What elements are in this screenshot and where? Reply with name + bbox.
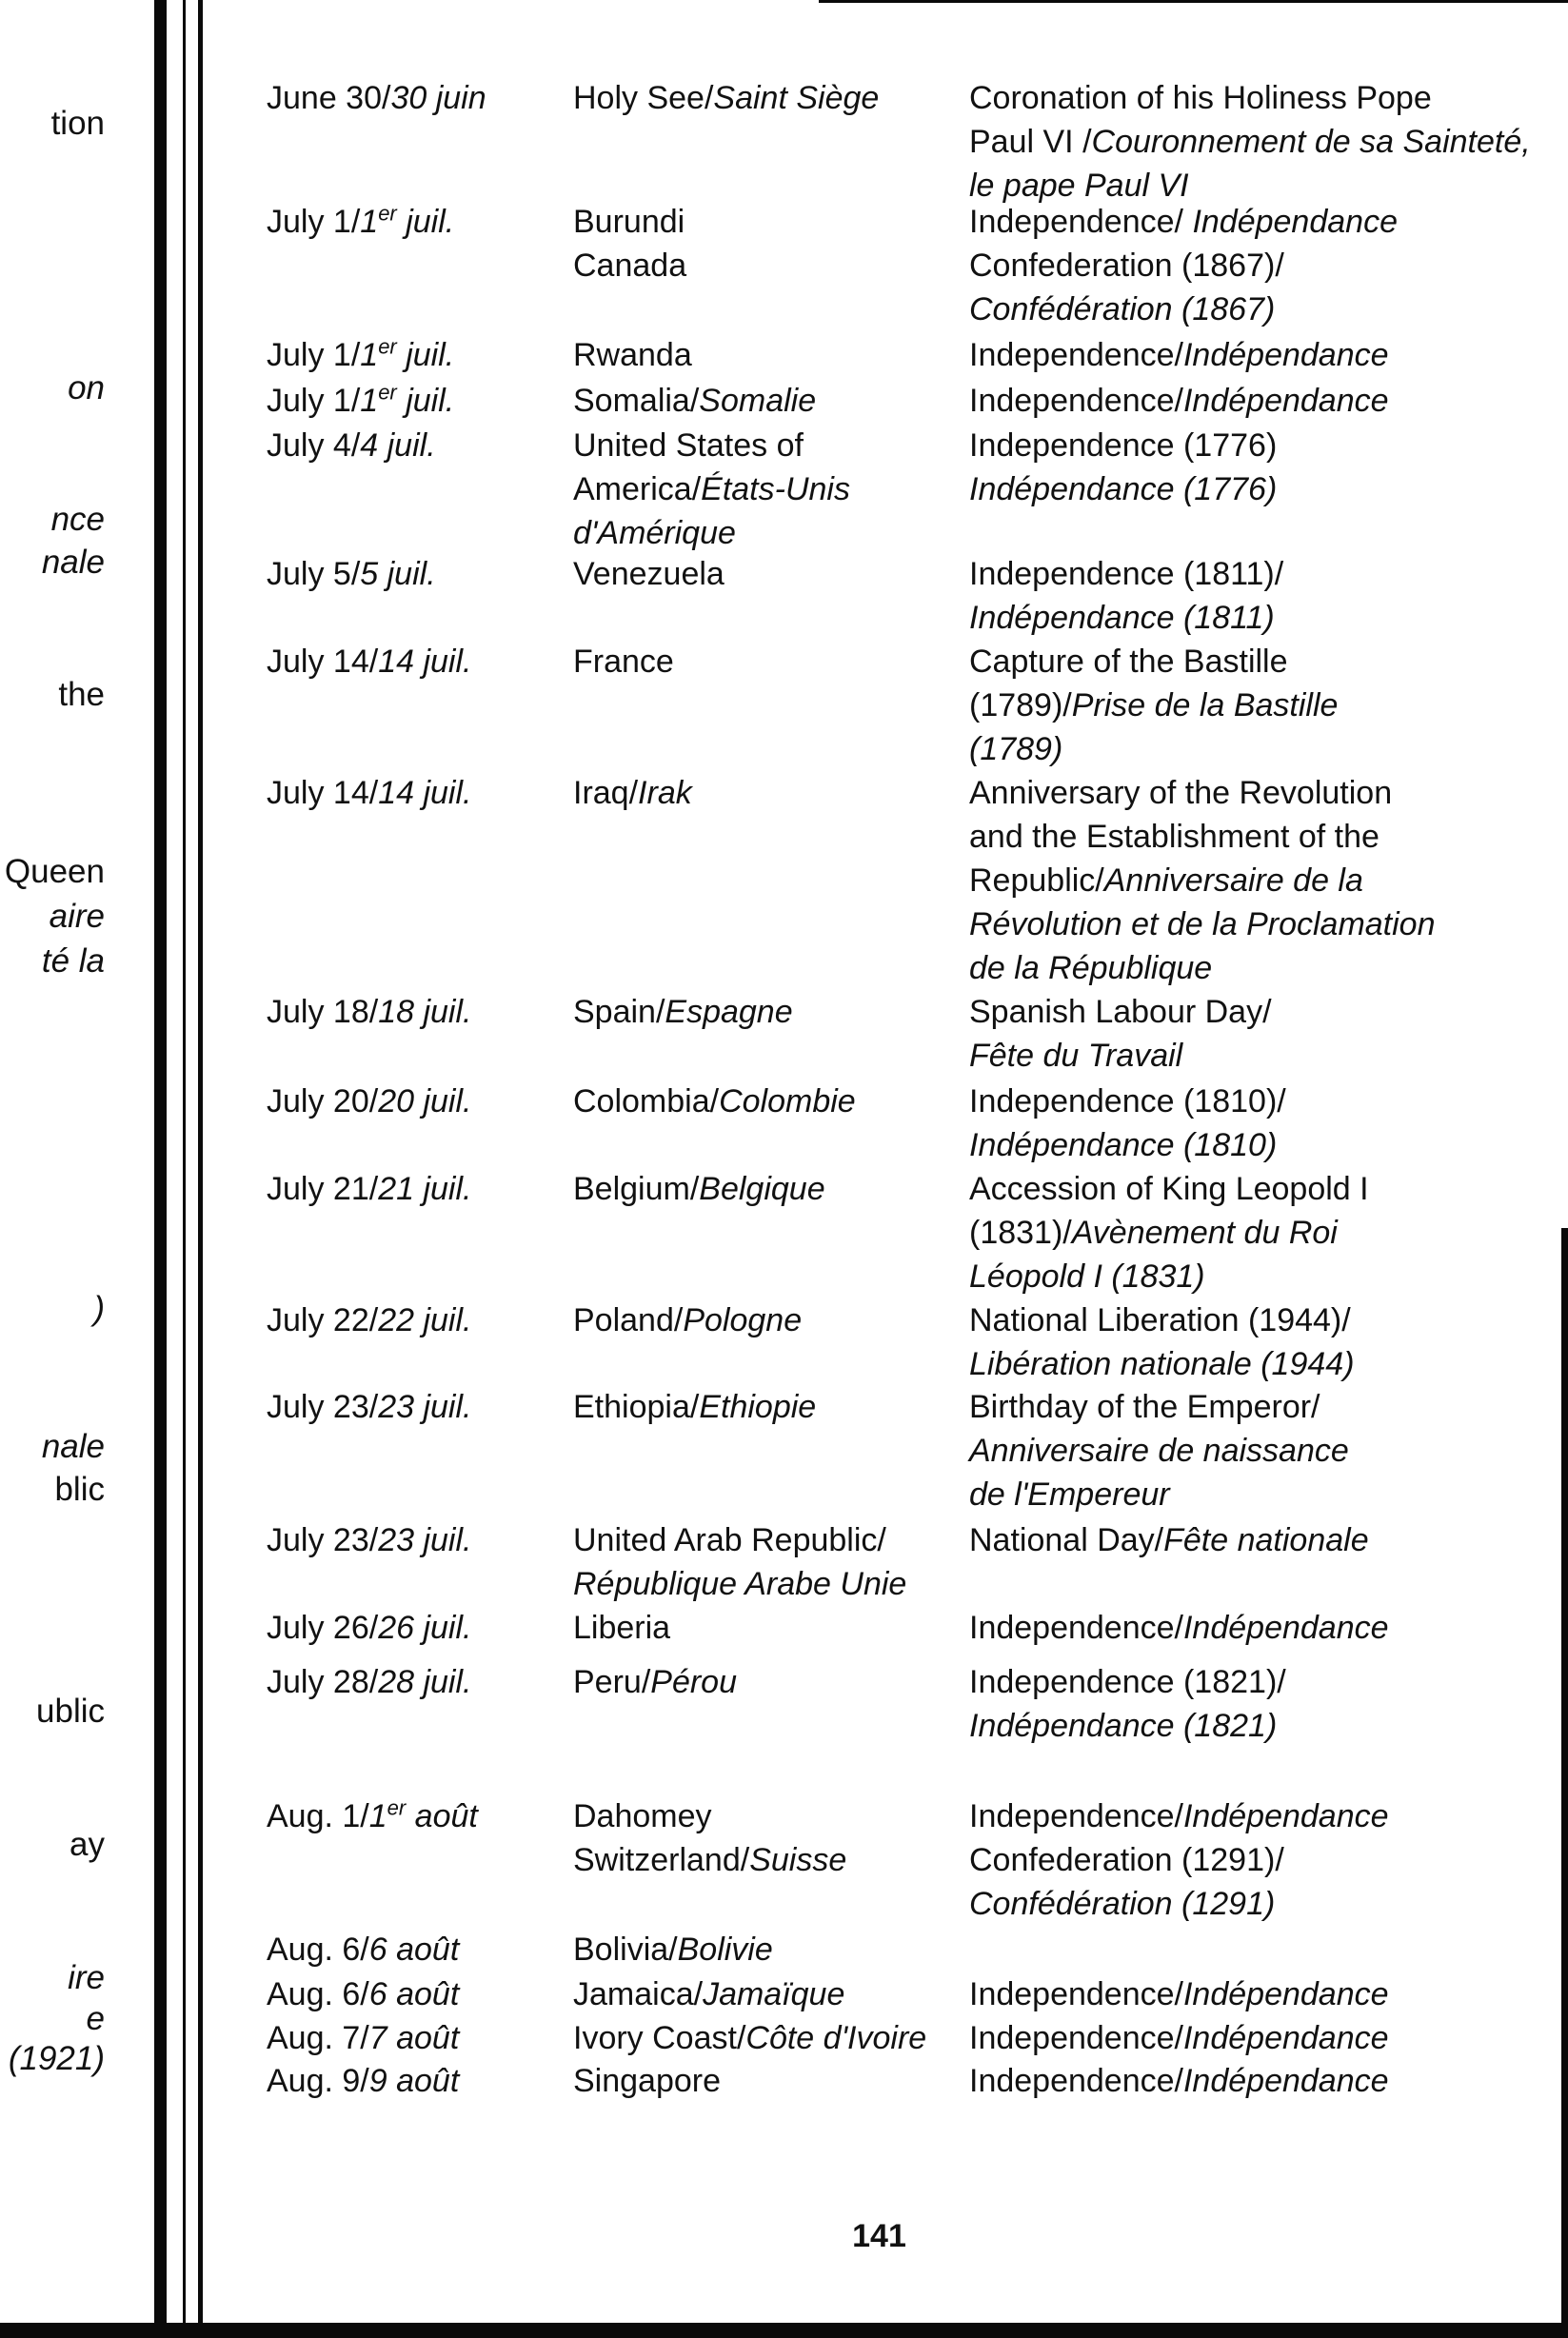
date-fr: 5 juil. — [360, 556, 436, 592]
country-cell — [573, 1167, 973, 1211]
text-run: Colombia/ — [573, 1083, 720, 1119]
text-run: Confédération (1291) — [969, 1886, 1276, 1922]
text-run: Independence (1811)/ — [969, 556, 1284, 592]
text-line — [969, 1211, 1559, 1255]
text-line — [969, 1255, 1559, 1298]
text-line — [969, 287, 1559, 331]
country-cell — [573, 2059, 973, 2103]
text-line — [969, 815, 1559, 859]
left-edge-fragment: Queen — [4, 853, 105, 890]
date-cell — [267, 640, 562, 684]
text-run: National Day/ — [969, 1522, 1164, 1558]
date-cell — [267, 1660, 562, 1704]
text-run: de la République — [969, 950, 1213, 986]
date-fr-month: juil. — [396, 337, 455, 373]
text-line — [573, 379, 973, 423]
text-run: Ethiopie — [699, 1389, 817, 1425]
text-run: Anniversaire de naissance — [969, 1433, 1349, 1469]
country-cell — [573, 771, 973, 815]
event-cell — [969, 1298, 1559, 1386]
text-run: Indépendance — [1182, 2020, 1389, 2056]
text-run: Liberia — [573, 1610, 671, 1646]
text-run: Libération nationale (1944) — [969, 1346, 1355, 1382]
text-line — [969, 244, 1559, 287]
date-fr — [368, 1795, 478, 1834]
event-cell — [969, 424, 1559, 511]
text-run: Republic/ — [969, 862, 1104, 899]
text-line — [969, 1123, 1559, 1167]
left-edge-fragment: on — [68, 369, 105, 406]
text-line — [969, 1167, 1559, 1211]
date-cell — [267, 333, 562, 377]
date-fr-month: juil. — [396, 383, 455, 419]
date-cell — [267, 990, 562, 1034]
text-run: and the Establishment of the — [969, 819, 1379, 855]
date-en: Aug. 6/ — [267, 1932, 369, 1968]
country-cell — [573, 1518, 973, 1606]
country-cell — [573, 1794, 973, 1882]
text-run: Holy See/ — [573, 80, 714, 116]
date-fr: 26 juil. — [378, 1610, 472, 1646]
text-line — [969, 1298, 1559, 1342]
text-line — [969, 1034, 1559, 1078]
left-edge-fragment: aire — [49, 898, 105, 935]
date-fr: 28 juil. — [378, 1664, 472, 1700]
event-cell — [969, 1080, 1559, 1167]
text-run: Colombie — [719, 1083, 856, 1119]
text-run: Spanish Labour Day/ — [969, 994, 1272, 1030]
text-line — [969, 1518, 1559, 1562]
date-en: July 14/ — [267, 775, 379, 811]
text-line — [969, 552, 1559, 596]
text-run: Singapore — [573, 2063, 722, 2099]
event-cell — [969, 1794, 1559, 1926]
text-line — [969, 1429, 1559, 1473]
text-run: Independence (1810)/ — [969, 1083, 1286, 1119]
date-en: July 5/ — [267, 556, 361, 592]
country-cell — [573, 379, 973, 423]
date-en: July 1/ — [267, 337, 361, 373]
text-run: Independence (1776) — [969, 427, 1278, 464]
text-run: National Liberation (1944)/ — [969, 1302, 1351, 1338]
country-cell — [573, 333, 973, 377]
text-run: Capture of the Bastille — [969, 644, 1288, 680]
text-run: Independence/ — [969, 204, 1193, 240]
date-fr: 23 juil. — [378, 1522, 472, 1558]
text-run: Ivory Coast/ — [573, 2020, 746, 2056]
country-cell — [573, 424, 973, 555]
date-cell — [267, 200, 562, 244]
text-run: Jamaïque — [703, 1976, 845, 2012]
text-line — [969, 596, 1559, 640]
text-run: Paul VI / — [969, 124, 1092, 160]
text-line — [969, 76, 1559, 120]
text-run: Rwanda — [573, 337, 692, 373]
date-fr: 14 juil. — [378, 775, 472, 811]
event-cell — [969, 2016, 1559, 2060]
text-run: Poland/ — [573, 1302, 684, 1338]
text-run: France — [573, 644, 674, 680]
text-run: Indépendance — [1182, 1976, 1389, 2012]
event-cell — [969, 1972, 1559, 2016]
text-line — [969, 771, 1559, 815]
date-fr: 14 juil. — [378, 644, 472, 680]
text-line — [573, 424, 973, 467]
page-number: 141 — [852, 2218, 906, 2254]
event-cell — [969, 2059, 1559, 2103]
text-run: Fête nationale — [1163, 1522, 1369, 1558]
text-run: Indépendance — [1182, 1798, 1389, 1834]
text-line — [573, 2059, 973, 2103]
text-run: République Arabe Unie — [573, 1566, 907, 1602]
country-cell — [573, 1298, 973, 1342]
date-en: July 22/ — [267, 1302, 379, 1338]
text-run: Indépendance — [1182, 1610, 1389, 1646]
date-fr: 23 juil. — [378, 1389, 472, 1425]
text-line — [969, 424, 1559, 467]
text-run: Canada — [573, 248, 687, 284]
text-line — [573, 990, 973, 1034]
date-en: July 28/ — [267, 1664, 379, 1700]
text-line — [573, 552, 973, 596]
text-run: Iraq/ — [573, 775, 639, 811]
date-fr: 22 juil. — [378, 1302, 472, 1338]
text-line — [573, 1080, 973, 1123]
text-run: Indépendance — [1182, 2063, 1389, 2099]
text-run: Confédération (1867) — [969, 291, 1276, 327]
date-cell — [267, 1928, 562, 1971]
text-line — [573, 1385, 973, 1429]
text-line — [573, 333, 973, 377]
text-run: Indépendance (1821) — [969, 1708, 1278, 1744]
text-line — [969, 120, 1559, 164]
text-run: Birthday of the Emperor/ — [969, 1389, 1320, 1425]
text-run: (1789) — [969, 731, 1063, 767]
date-en: Aug. 9/ — [267, 2063, 369, 2099]
date-fr-superscript: er — [378, 380, 397, 405]
text-run: Switzerland/ — [573, 1842, 750, 1878]
text-line — [573, 1838, 973, 1882]
event-cell — [969, 200, 1559, 331]
date-fr-month: août — [406, 1798, 478, 1834]
text-run: Spain/ — [573, 994, 665, 1030]
text-line — [969, 946, 1559, 990]
text-line — [969, 684, 1559, 727]
text-line — [969, 200, 1559, 244]
text-run: Indépendance — [1182, 383, 1389, 419]
date-cell — [267, 552, 562, 596]
text-run: Irak — [638, 775, 692, 811]
text-run: Peru/ — [573, 1664, 651, 1700]
text-run: Côte d'Ivoire — [745, 2020, 927, 2056]
date-en: July 21/ — [267, 1171, 379, 1207]
text-line — [969, 859, 1559, 902]
text-run: Anniversary of the Revolution — [969, 775, 1393, 811]
text-line — [573, 2016, 973, 2060]
text-line — [969, 467, 1559, 511]
text-line — [573, 511, 973, 555]
text-line — [969, 1882, 1559, 1926]
text-run: Espagne — [665, 994, 793, 1030]
date-en: July 14/ — [267, 644, 379, 680]
date-en: Aug. 7/ — [267, 2020, 369, 2056]
date-cell — [267, 2016, 562, 2060]
event-cell — [969, 379, 1559, 423]
country-cell — [573, 1385, 973, 1429]
text-run: Couronnement de sa Sainteté, — [1091, 124, 1531, 160]
event-cell — [969, 1660, 1559, 1748]
text-run: United States of — [573, 427, 804, 464]
text-line — [573, 244, 973, 287]
text-run: Independence/ — [969, 2020, 1183, 2056]
text-run: Coronation of his Holiness Pope — [969, 80, 1432, 116]
text-line — [969, 902, 1559, 946]
text-line — [969, 640, 1559, 684]
date-en: July 23/ — [267, 1389, 379, 1425]
date-fr-number: 1 — [360, 337, 379, 373]
text-run: Indépendance — [1182, 337, 1389, 373]
date-cell — [267, 2059, 562, 2103]
date-fr: 18 juil. — [378, 994, 472, 1030]
text-line — [969, 1838, 1559, 1882]
text-run: Fête du Travail — [969, 1038, 1183, 1074]
text-run: Jamaica/ — [573, 1976, 704, 2012]
text-run: (1831)/ — [969, 1215, 1072, 1251]
text-run: America/ — [573, 471, 702, 507]
text-run: Indépendance (1811) — [969, 600, 1275, 636]
country-cell — [573, 200, 973, 287]
date-cell — [267, 771, 562, 815]
date-en: June 30/ — [267, 80, 391, 116]
date-fr-number: 1 — [360, 383, 379, 419]
date-en: July 26/ — [267, 1610, 379, 1646]
date-fr — [360, 201, 455, 240]
text-line — [969, 333, 1559, 377]
text-run: (1789)/ — [969, 687, 1072, 723]
text-line — [969, 1080, 1559, 1123]
date-cell — [267, 1794, 562, 1838]
text-run: Bolivie — [677, 1932, 773, 1968]
country-cell — [573, 76, 973, 120]
text-run: Somalie — [699, 383, 817, 419]
date-cell — [267, 1080, 562, 1123]
text-line — [573, 1518, 973, 1562]
text-run: Independence/ — [969, 1798, 1183, 1834]
text-line — [969, 1606, 1559, 1650]
text-line — [573, 467, 973, 511]
text-line — [573, 771, 973, 815]
date-en: July 1/ — [267, 383, 361, 419]
date-en: July 20/ — [267, 1083, 379, 1119]
date-cell — [267, 1298, 562, 1342]
date-cell — [267, 1972, 562, 2016]
event-cell — [969, 1167, 1559, 1298]
text-line — [969, 1794, 1559, 1838]
date-en: Aug. 1/ — [267, 1798, 369, 1834]
left-edge-fragment: nale — [41, 1428, 105, 1465]
country-cell — [573, 1660, 973, 1704]
country-cell — [573, 552, 973, 596]
event-cell — [969, 1518, 1559, 1562]
text-line — [969, 1342, 1559, 1386]
date-fr-month: juil. — [396, 204, 455, 240]
text-line — [573, 1562, 973, 1606]
date-fr: 21 juil. — [378, 1171, 472, 1207]
left-edge-fragment: ay — [69, 1826, 105, 1863]
text-line — [573, 1928, 973, 1971]
event-cell — [969, 333, 1559, 377]
event-cell — [969, 552, 1559, 640]
date-fr — [360, 380, 455, 419]
text-run: Suisse — [749, 1842, 847, 1878]
text-run: Indépendance — [1192, 204, 1398, 240]
event-cell — [969, 1385, 1559, 1516]
text-run: Saint Siège — [713, 80, 880, 116]
text-run: Independence/ — [969, 2063, 1183, 2099]
text-run: Venezuela — [573, 556, 724, 592]
text-line — [573, 640, 973, 684]
text-line — [969, 2059, 1559, 2103]
left-edge-fragment: the — [58, 676, 105, 713]
left-edge-fragment: ublic — [36, 1693, 105, 1730]
date-en: July 23/ — [267, 1522, 379, 1558]
text-line — [573, 1972, 973, 2016]
text-line — [969, 2016, 1559, 2060]
date-en: July 18/ — [267, 994, 379, 1030]
country-cell — [573, 1080, 973, 1123]
date-cell — [267, 1167, 562, 1211]
text-run: Pologne — [683, 1302, 803, 1338]
event-cell — [969, 771, 1559, 990]
text-run: Belgique — [699, 1171, 825, 1207]
country-cell — [573, 2016, 973, 2060]
date-fr — [360, 334, 455, 373]
text-run: Indépendance (1810) — [969, 1127, 1278, 1163]
text-run: Belgium/ — [573, 1171, 700, 1207]
event-cell — [969, 76, 1559, 208]
text-run: Confederation (1291)/ — [969, 1842, 1284, 1878]
text-run: Prise de la Bastille — [1071, 687, 1339, 723]
text-line — [969, 1972, 1559, 2016]
date-cell — [267, 379, 562, 423]
date-cell — [267, 76, 562, 120]
country-cell — [573, 990, 973, 1034]
text-run: Accession of King Leopold I — [969, 1171, 1369, 1207]
date-fr: 30 juin — [390, 80, 486, 116]
text-run: Independence/ — [969, 1976, 1183, 2012]
text-run: Somalia/ — [573, 383, 700, 419]
text-run: Pérou — [650, 1664, 737, 1700]
event-cell — [969, 1606, 1559, 1650]
event-cell — [969, 990, 1559, 1078]
text-line — [573, 76, 973, 120]
text-line — [573, 200, 973, 244]
text-run: Léopold I (1831) — [969, 1258, 1205, 1295]
left-edge-fragment: (1921) — [8, 2040, 105, 2077]
text-line — [573, 1660, 973, 1704]
text-run: Anniversaire de la — [1103, 862, 1363, 899]
text-run: Independence/ — [969, 1610, 1183, 1646]
date-fr: 20 juil. — [378, 1083, 472, 1119]
text-run: Independence/ — [969, 383, 1183, 419]
country-cell — [573, 1928, 973, 1971]
date-fr: 9 août — [368, 2063, 460, 2099]
text-run: Avènement du Roi — [1071, 1215, 1338, 1251]
text-line — [573, 1167, 973, 1211]
country-cell — [573, 1972, 973, 2016]
text-line — [573, 1298, 973, 1342]
date-fr-number: 1 — [368, 1798, 387, 1834]
text-line — [573, 1606, 973, 1650]
date-cell — [267, 424, 562, 467]
country-cell — [573, 640, 973, 684]
date-fr: 6 août — [368, 1932, 460, 1968]
text-line — [969, 1385, 1559, 1429]
left-edge-fragment: nale — [41, 544, 105, 581]
date-fr: 4 juil. — [360, 427, 436, 464]
left-edge-fragment: blic — [54, 1471, 105, 1508]
text-run: Bolivia/ — [573, 1932, 678, 1968]
text-run: Indépendance (1776) — [969, 471, 1278, 507]
left-edge-fragment: ) — [93, 1290, 105, 1327]
left-edge-fragment: tion — [50, 105, 105, 142]
text-line — [969, 1473, 1559, 1516]
text-line — [573, 1794, 973, 1838]
text-run: Confederation (1867)/ — [969, 248, 1284, 284]
date-fr-superscript: er — [387, 1795, 407, 1820]
text-line — [969, 1704, 1559, 1748]
left-edge-fragment: té la — [41, 942, 105, 980]
text-run: Dahomey — [573, 1798, 712, 1834]
date-en: Aug. 6/ — [267, 1976, 369, 2012]
date-cell — [267, 1606, 562, 1650]
text-run: d'Amérique — [573, 515, 736, 551]
event-cell — [969, 640, 1559, 771]
text-line — [969, 727, 1559, 771]
text-run: États-Unis — [701, 471, 850, 507]
left-edge-fragment: e — [86, 2000, 105, 2037]
text-line — [969, 379, 1559, 423]
text-run: Independence (1821)/ — [969, 1664, 1286, 1700]
date-fr-superscript: er — [378, 201, 397, 226]
text-run: Ethiopia/ — [573, 1389, 700, 1425]
date-en: July 1/ — [267, 204, 361, 240]
date-cell — [267, 1385, 562, 1429]
date-fr-superscript: er — [378, 334, 397, 359]
text-run: Independence/ — [969, 337, 1183, 373]
text-line — [969, 1660, 1559, 1704]
date-cell — [267, 1518, 562, 1562]
text-run: de l'Empereur — [969, 1476, 1170, 1513]
date-fr: 6 août — [368, 1976, 460, 2012]
date-en: July 4/ — [267, 427, 361, 464]
date-fr: 7 août — [368, 2020, 460, 2056]
text-run: Burundi — [573, 204, 685, 240]
date-fr-number: 1 — [360, 204, 379, 240]
text-run: United Arab Republic/ — [573, 1522, 886, 1558]
text-run: le pape Paul VI — [969, 168, 1189, 204]
left-edge-fragment: ire — [68, 1959, 105, 1996]
text-line — [969, 990, 1559, 1034]
left-edge-fragment: nce — [50, 501, 105, 538]
country-cell — [573, 1606, 973, 1650]
text-run: Révolution et de la Proclamation — [969, 906, 1436, 942]
